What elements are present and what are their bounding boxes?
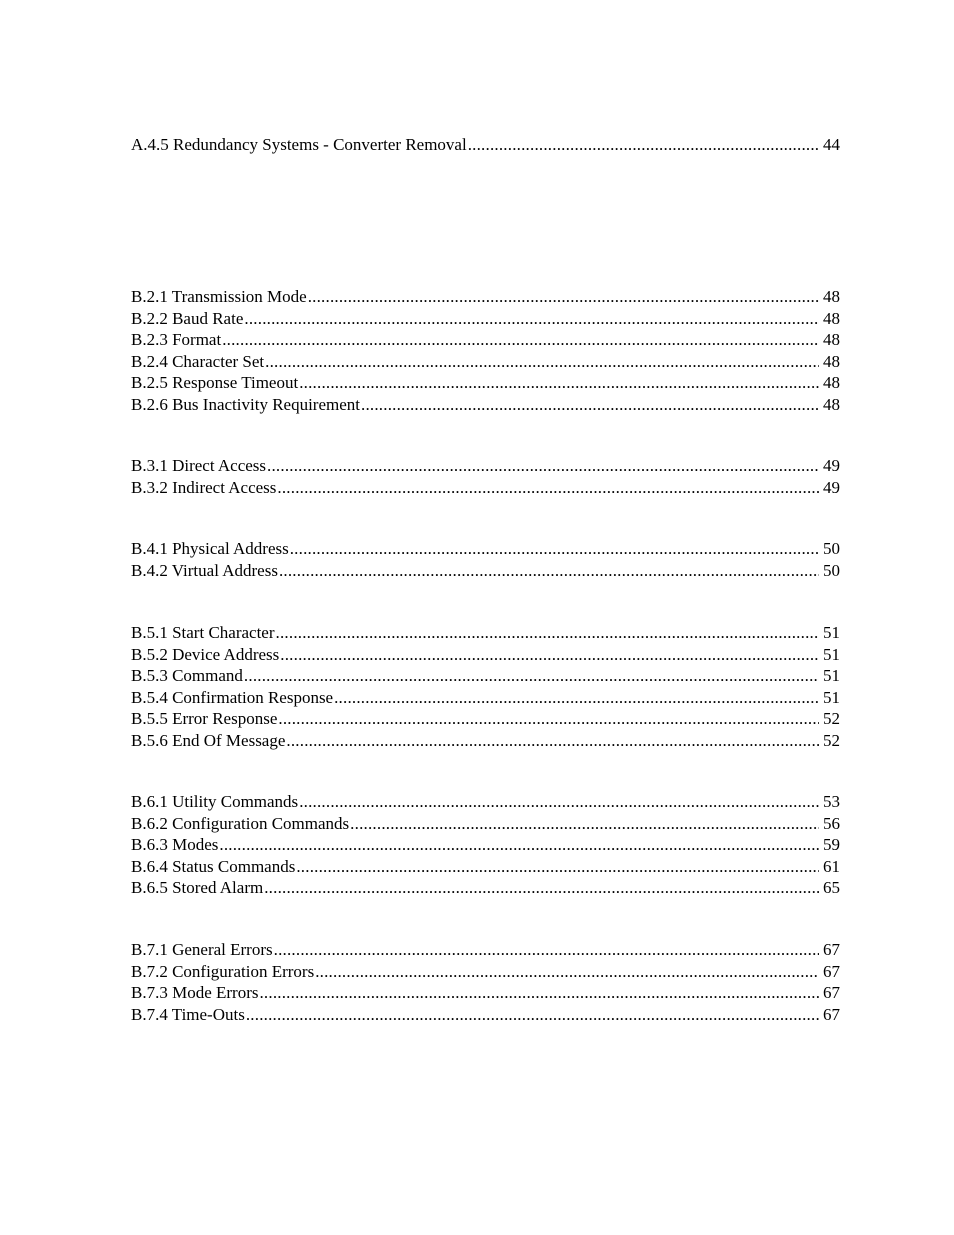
toc-entry[interactable] [131,961,840,983]
toc-entry[interactable] [131,455,840,477]
toc-leader-dots [259,982,819,1004]
toc-entry[interactable] [131,394,840,416]
toc-entry-page: 50 [823,539,840,558]
toc-entry-page: 52 [823,709,840,728]
toc-leader-dots [334,687,819,709]
toc-entry-page: 48 [823,308,840,328]
toc-entry[interactable] [131,351,840,373]
toc-entry-title: B.6.2 Configuration Commands [131,813,350,833]
toc-leader-dots [267,455,819,477]
toc-entry-title: B.5.2 Device Address [131,644,280,664]
toc-entry[interactable] [131,329,840,351]
toc-entry-page: 49 [823,477,840,497]
toc-entry-page: 67 [823,961,840,981]
toc-entry-title: B.5.5 Error Response [131,709,278,728]
toc-group-b2 [131,286,840,415]
toc-entry-title: B.6.1 Utility Commands [131,792,299,811]
toc-entry-page: 52 [823,730,840,750]
toc-entry[interactable] [131,134,840,156]
toc-entry-page: 50 [823,560,840,580]
toc-leader-dots [361,394,819,416]
toc-leader-dots [265,351,819,373]
toc-leader-dots [278,708,819,730]
toc-entry-title: B.7.4 Time-Outs [131,1004,245,1024]
toc-entry-page: 48 [823,394,840,414]
toc-entry[interactable] [131,286,840,308]
toc-entry-page: 48 [823,373,840,392]
toc-entry[interactable] [131,538,840,560]
toc-leader-dots [308,286,819,308]
toc-leader-dots [280,644,819,666]
toc-entry[interactable] [131,856,840,878]
toc-entry-page: 59 [823,835,840,854]
toc-entry[interactable] [131,644,840,666]
toc-entry-page: 51 [823,687,840,707]
toc-leader-dots [244,665,819,687]
toc-entry-page: 61 [823,856,840,876]
toc-entry-title: B.2.6 Bus Inactivity Requirement [131,394,360,414]
toc-entry-title: B.2.1 Transmission Mode [131,287,307,306]
toc-entry[interactable] [131,730,840,752]
toc-entry[interactable] [131,791,840,813]
toc-entry-title: B.7.1 General Errors [131,940,273,959]
toc-entry-title: B.2.5 Response Timeout [131,373,299,392]
toc-entry[interactable] [131,813,840,835]
toc-entry-title: B.2.3 Format [131,330,222,349]
toc-leader-dots [290,538,819,560]
toc-group-b6 [131,791,840,899]
toc-leader-dots [299,372,819,394]
toc-entry-title: B.7.3 Mode Errors [131,983,259,1002]
toc-entry[interactable] [131,877,840,899]
toc-entry-title: B.2.4 Character Set [131,351,265,371]
toc-entry-title: B.6.4 Status Commands [131,856,296,876]
toc-entry[interactable] [131,982,840,1004]
toc-entry-title: B.3.2 Indirect Access [131,477,277,497]
toc-leader-dots [468,134,819,156]
toc-entry-page: 48 [823,287,840,306]
toc-entry-title: B.5.4 Confirmation Response [131,687,334,707]
toc-entry[interactable] [131,687,840,709]
toc-entry[interactable] [131,372,840,394]
toc-leader-dots [244,308,819,330]
toc-entry-page: 67 [823,983,840,1002]
toc-entry-title: B.2.2 Baud Rate [131,308,244,328]
toc-leader-dots [279,560,819,582]
toc-group-b5 [131,622,840,751]
toc-entry[interactable] [131,939,840,961]
toc-entry[interactable] [131,477,840,499]
toc-entry-page: 56 [823,813,840,833]
toc-group-b4 [131,538,840,581]
toc-entry-page: 44 [823,135,840,154]
toc-entry-page: 51 [823,623,840,642]
toc-leader-dots [286,730,819,752]
toc-entry[interactable] [131,622,840,644]
toc-entry-page: 48 [823,351,840,371]
toc-group-b7 [131,939,840,1025]
toc-entry-title: B.6.5 Stored Alarm [131,878,264,897]
toc-leader-dots [299,791,819,813]
toc-entry-title: B.4.1 Physical Address [131,539,289,558]
toc-entry-page: 51 [823,644,840,664]
toc-entry[interactable] [131,834,840,856]
toc-entry-page: 48 [823,330,840,349]
toc-leader-dots [246,1004,819,1026]
toc-leader-dots [277,477,819,499]
toc-leader-dots [350,813,819,835]
toc-leader-dots [274,939,819,961]
toc-leader-dots [276,622,819,644]
toc-entry-title: B.6.3 Modes [131,835,219,854]
toc-group-b3 [131,455,840,498]
toc-leader-dots [219,834,819,856]
toc-entry-page: 67 [823,940,840,959]
toc-group-a4 [131,134,840,156]
toc-entry[interactable] [131,308,840,330]
toc-entry-title: B.4.2 Virtual Address [131,560,278,580]
toc-leader-dots [296,856,819,878]
toc-entry[interactable] [131,560,840,582]
toc-entry-title: B.3.1 Direct Access [131,456,267,475]
toc-entry-page: 67 [823,1004,840,1024]
toc-entry-title: B.5.1 Start Character [131,623,275,642]
toc-entry-page: 53 [823,792,840,811]
toc-entry[interactable] [131,1004,840,1026]
toc-leader-dots [222,329,819,351]
toc-entry-title: A.4.5 Redundancy Systems - Converter Removal [131,135,467,154]
toc-entry[interactable] [131,708,840,730]
toc-leader-dots [315,961,819,983]
toc-entry-page: 51 [823,666,840,685]
toc-entry-page: 65 [823,878,840,897]
toc-entry-title: B.5.3 Command [131,666,243,685]
toc-entry-title: B.5.6 End Of Message [131,730,286,750]
toc-leader-dots [264,877,819,899]
toc-entry-title: B.7.2 Configuration Errors [131,961,315,981]
toc-entry-page: 49 [823,456,840,475]
toc-entry[interactable] [131,665,840,687]
